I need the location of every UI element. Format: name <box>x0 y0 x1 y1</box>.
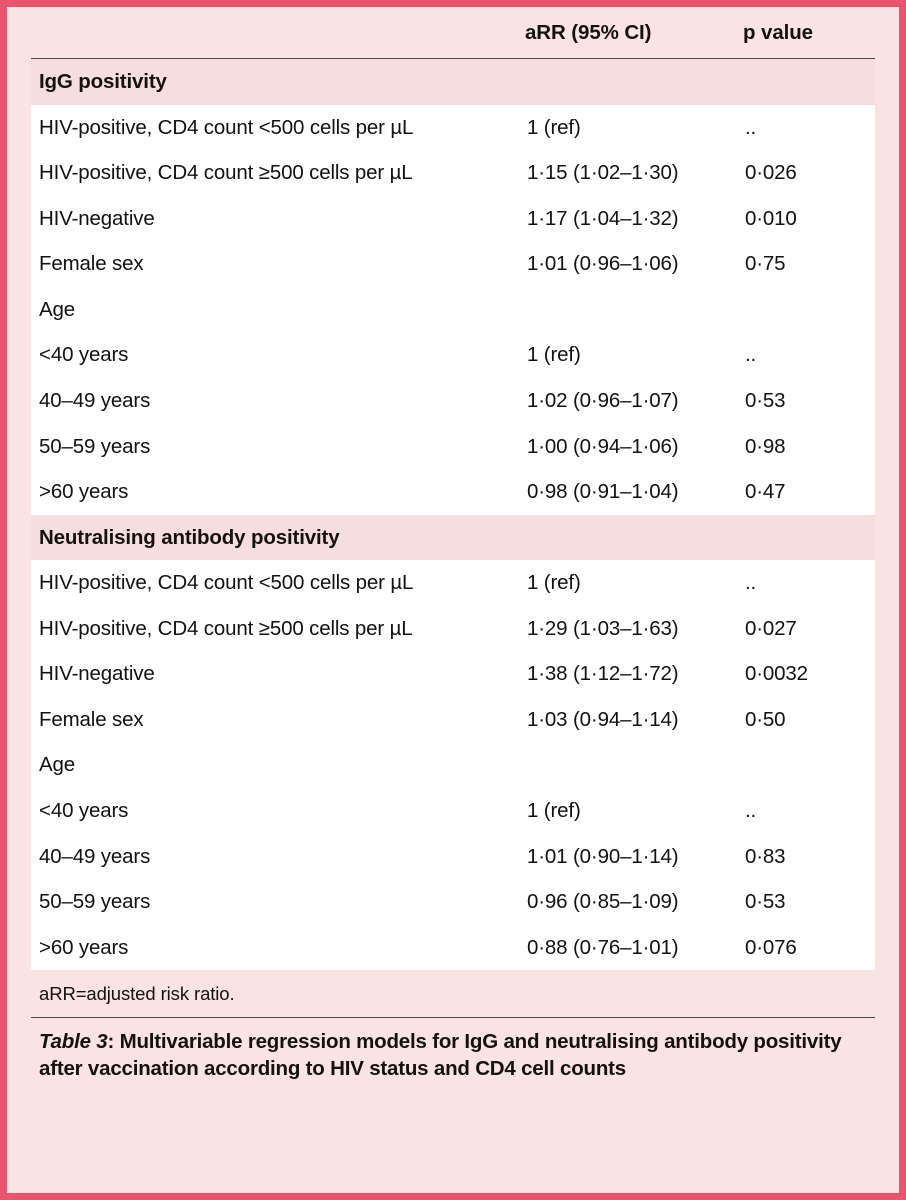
header-cell-blank <box>31 21 525 59</box>
row-arr: 1 (ref) <box>525 105 743 151</box>
row-arr <box>525 287 743 333</box>
row-label: HIV-positive, CD4 count ≥500 cells per µL <box>31 150 525 196</box>
row-label: >60 years <box>31 469 525 515</box>
row-arr: 0·98 (0·91–1·04) <box>525 469 743 515</box>
table-row <box>31 925 875 971</box>
section-spacer-pvalue <box>743 515 875 561</box>
table-row <box>31 560 875 606</box>
table-row <box>31 287 875 333</box>
section-header-row <box>31 59 875 105</box>
row-pvalue: .. <box>743 105 875 151</box>
table-row <box>31 332 875 378</box>
section-title: IgG positivity <box>31 59 525 105</box>
header-row <box>31 21 875 59</box>
row-label: 40–49 years <box>31 378 525 424</box>
row-label: Age <box>31 742 525 788</box>
section-header-row <box>31 515 875 561</box>
row-arr: 1·03 (0·94–1·14) <box>525 697 743 743</box>
row-label: <40 years <box>31 788 525 834</box>
row-arr <box>525 742 743 788</box>
row-label: Age <box>31 287 525 333</box>
row-label: 40–49 years <box>31 834 525 880</box>
row-pvalue: .. <box>743 788 875 834</box>
table-row <box>31 742 875 788</box>
caption-text: Multivariable regression models for IgG and neutralising antibody positivity after vaccination according to HIV status and CD4 cell counts <box>39 1030 842 1080</box>
row-pvalue: 0·010 <box>743 196 875 242</box>
table-row <box>31 651 875 697</box>
row-label: Female sex <box>31 697 525 743</box>
section-spacer-arr <box>525 59 743 105</box>
row-label: HIV-negative <box>31 196 525 242</box>
row-pvalue: 0·076 <box>743 925 875 971</box>
section-spacer-arr <box>525 515 743 561</box>
row-arr: 1·15 (1·02–1·30) <box>525 150 743 196</box>
row-label: HIV-negative <box>31 651 525 697</box>
row-label: HIV-positive, CD4 count ≥500 cells per µL <box>31 606 525 652</box>
table-row <box>31 241 875 287</box>
row-arr: 1·29 (1·03–1·63) <box>525 606 743 652</box>
row-pvalue <box>743 742 875 788</box>
row-arr: 1·01 (0·96–1·06) <box>525 241 743 287</box>
row-label: HIV-positive, CD4 count <500 cells per µL <box>31 560 525 606</box>
row-label: 50–59 years <box>31 879 525 925</box>
row-label: Female sex <box>31 241 525 287</box>
row-pvalue: 0·47 <box>743 469 875 515</box>
row-label: <40 years <box>31 332 525 378</box>
table-row <box>31 150 875 196</box>
row-pvalue: 0·027 <box>743 606 875 652</box>
table-row <box>31 105 875 151</box>
row-arr: 1 (ref) <box>525 788 743 834</box>
row-pvalue: 0·83 <box>743 834 875 880</box>
row-label: >60 years <box>31 925 525 971</box>
table-row <box>31 879 875 925</box>
header-cell-arr: aRR (95% CI) <box>525 21 652 44</box>
caption-separator: : <box>107 1030 120 1054</box>
row-pvalue: 0·0032 <box>743 651 875 697</box>
row-arr: 0·96 (0·85–1·09) <box>525 879 743 925</box>
table-header <box>31 21 875 59</box>
table-row <box>31 196 875 242</box>
table-row <box>31 697 875 743</box>
table-body <box>31 59 875 971</box>
table-row <box>31 378 875 424</box>
table-row <box>31 424 875 470</box>
row-arr: 1·00 (0·94–1·06) <box>525 424 743 470</box>
table-row <box>31 834 875 880</box>
row-pvalue: 0·53 <box>743 879 875 925</box>
row-arr: 1·02 (0·96–1·07) <box>525 378 743 424</box>
table-footnote: aRR=adjusted risk ratio. <box>39 983 235 1005</box>
header-cell-pvalue: p value <box>743 21 813 44</box>
table-inner <box>7 7 899 1083</box>
section-spacer-pvalue <box>743 59 875 105</box>
table-number: Table 3 <box>39 1030 108 1054</box>
row-arr: 1·01 (0·90–1·14) <box>525 834 743 880</box>
row-pvalue: 0·026 <box>743 150 875 196</box>
row-arr: 1 (ref) <box>525 332 743 378</box>
row-arr: 1·38 (1·12–1·72) <box>525 651 743 697</box>
row-pvalue <box>743 287 875 333</box>
row-arr: 0·88 (0·76–1·01) <box>525 925 743 971</box>
table-row <box>31 788 875 834</box>
table-caption <box>31 1018 875 1082</box>
section-title: Neutralising antibody positivity <box>31 515 525 561</box>
row-label: 50–59 years <box>31 424 525 470</box>
row-pvalue: 0·98 <box>743 424 875 470</box>
row-arr: 1·17 (1·04–1·32) <box>525 196 743 242</box>
table-row <box>31 469 875 515</box>
row-pvalue: .. <box>743 560 875 606</box>
row-pvalue: 0·53 <box>743 378 875 424</box>
table-row <box>31 606 875 652</box>
row-pvalue: 0·50 <box>743 697 875 743</box>
row-pvalue: 0·75 <box>743 241 875 287</box>
row-pvalue: .. <box>743 332 875 378</box>
row-arr: 1 (ref) <box>525 560 743 606</box>
row-label: HIV-positive, CD4 count <500 cells per µL <box>31 105 525 151</box>
results-table <box>31 21 875 970</box>
